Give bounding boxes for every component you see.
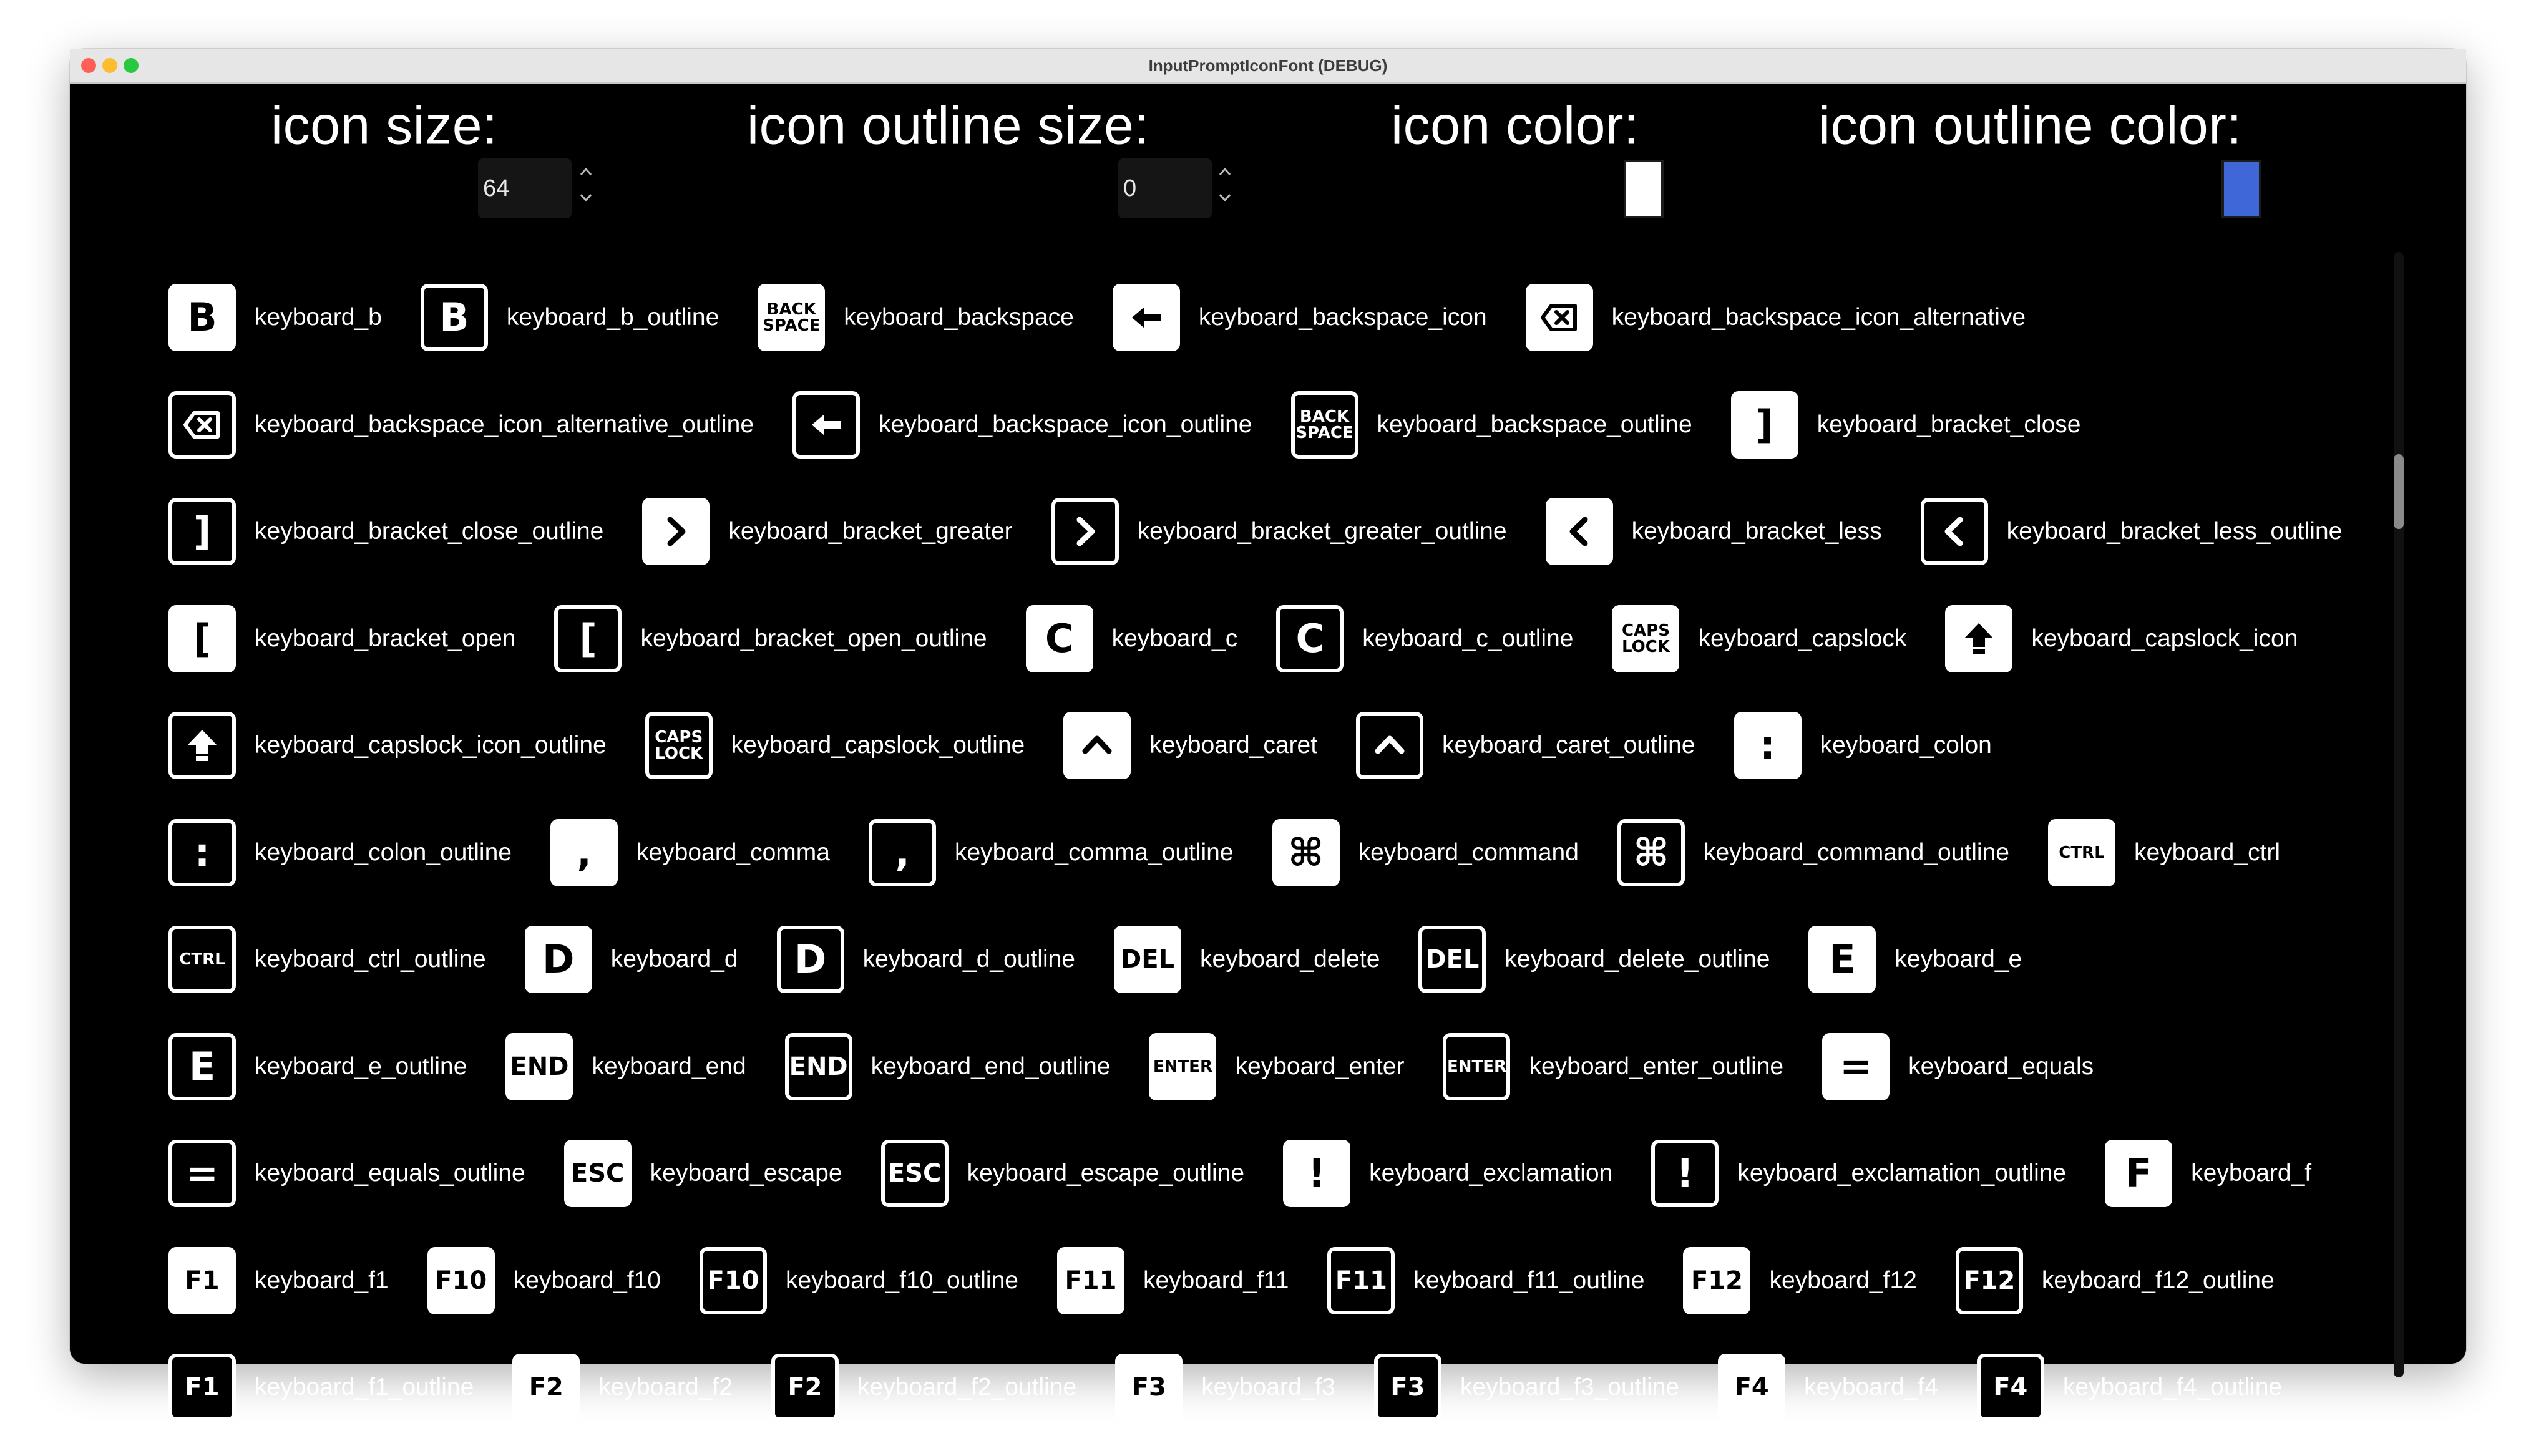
icon-entry-keyboard-backspace-icon-alternative-outline	[168, 391, 754, 459]
keyboard-bracket-close-outline-icon: ]	[168, 498, 236, 565]
keyboard-capslock-outline-icon: CAPS LOCK	[645, 712, 713, 779]
icon-name-label: keyboard_f3	[1201, 1374, 1335, 1400]
icon-name-label: keyboard_end_outline	[871, 1052, 1111, 1080]
keyboard-d-outline-icon: D	[777, 926, 844, 993]
icon-entry-keyboard-f11	[1057, 1247, 1289, 1314]
keyboard-f10-icon: F10	[427, 1247, 495, 1314]
icon-name-label: keyboard_equals_outline	[255, 1160, 525, 1187]
chevron-up-icon	[1356, 712, 1423, 779]
icon-entry-keyboard-delete	[1114, 926, 1380, 993]
icon-outline-color-label: icon outline color:	[1818, 95, 2242, 156]
icon-name-label: keyboard_b	[255, 304, 382, 331]
icon-entry-keyboard-f1-outline	[168, 1354, 474, 1421]
icon-entry-keyboard-c-outline	[1276, 605, 1573, 672]
icon-name-label: keyboard_f2	[598, 1374, 733, 1400]
keyboard-bracket-close-icon: ]	[1731, 391, 1798, 459]
icon-entry-keyboard-backspace	[758, 284, 1074, 351]
icon-row	[168, 818, 2319, 888]
icon-name-label: keyboard_f10	[513, 1266, 661, 1294]
icon-name-label: keyboard_caret_outline	[1442, 732, 1695, 759]
keyboard-f10-outline-icon: F10	[700, 1247, 767, 1314]
keyboard-f3-outline-icon: F3	[1374, 1354, 1441, 1421]
icon-name-label: keyboard_f12	[1769, 1266, 1917, 1294]
icon-entry-keyboard-command-outline	[1617, 819, 2009, 886]
keyboard-d-icon: D	[525, 926, 592, 993]
icon-entry-keyboard-capslock-icon-outline	[168, 712, 607, 779]
icon-row	[168, 1138, 2350, 1208]
icon-outline-size-value[interactable]: 0	[1123, 175, 1137, 201]
icon-name-label: keyboard_backspace_icon_alternative_outline	[255, 410, 754, 438]
icon-name-label: keyboard_capslock_icon_outline	[255, 732, 607, 759]
icon-entry-keyboard-f12	[1683, 1247, 1916, 1314]
icon-entry-keyboard-f4-outline	[1977, 1354, 2282, 1421]
keyboard-capslock-icon: CAPS LOCK	[1612, 605, 1679, 672]
keyboard-colon-icon: :	[1734, 712, 1802, 779]
chevron-up-icon	[1063, 712, 1131, 779]
icon-name-label: keyboard_capslock_icon	[2031, 624, 2298, 652]
icon-entry-keyboard-equals-outline	[168, 1140, 525, 1207]
keyboard-b-icon: B	[168, 284, 236, 351]
keyboard-f11-outline-icon: F11	[1327, 1247, 1395, 1314]
chevron-right-icon	[1051, 498, 1119, 565]
icon-name-label: keyboard_delete_outline	[1505, 946, 1770, 973]
icon-entry-keyboard-escape	[564, 1140, 842, 1207]
icon-name-label: keyboard_b_outline	[506, 304, 719, 331]
icon-entry-keyboard-bracket-less	[1546, 498, 1882, 565]
icon-row	[168, 390, 2119, 460]
icon-name-label: keyboard_f4_outline	[2062, 1374, 2283, 1400]
icon-entry-keyboard-d-outline	[777, 926, 1075, 993]
icon-name-label: keyboard_bracket_less_outline	[2006, 518, 2343, 545]
keyboard-c-outline-icon: C	[1276, 605, 1344, 672]
icon-name-label: keyboard_bracket_greater_outline	[1137, 518, 1507, 545]
icon-entry-keyboard-f10-outline	[700, 1247, 1018, 1314]
icon-name-label: keyboard_e_outline	[255, 1052, 467, 1080]
keyboard-equals-outline-icon: =	[168, 1140, 236, 1207]
icon-entry-keyboard-f1	[168, 1247, 389, 1314]
keyboard-comma-outline-icon: ,	[869, 819, 936, 886]
keyboard-f-icon: F	[2105, 1140, 2172, 1207]
icon-entry-keyboard-delete-outline	[1418, 926, 1770, 993]
keyboard-f3-icon: F3	[1115, 1354, 1183, 1421]
icon-name-label: keyboard_escape_outline	[967, 1160, 1245, 1187]
keyboard-f11-icon: F11	[1057, 1247, 1124, 1314]
icon-name-label: keyboard_caret	[1149, 732, 1318, 759]
keyboard-c-icon: C	[1026, 605, 1093, 672]
icon-row	[168, 1352, 2321, 1422]
icon-name-label: keyboard_backspace_icon_outline	[879, 410, 1252, 438]
icon-entry-keyboard-backspace-outline	[1291, 391, 1692, 459]
icon-name-label: keyboard_c	[1111, 624, 1238, 652]
icon-entry-keyboard-colon-outline	[168, 819, 512, 886]
icon-entry-keyboard-capslock-outline	[645, 712, 1025, 779]
capslock-arrow-icon	[1945, 605, 2012, 672]
keyboard-end-icon: END	[505, 1033, 573, 1100]
icon-name-label: keyboard_colon_outline	[255, 838, 512, 866]
icon-entry-keyboard-f3-outline	[1374, 1354, 1679, 1421]
icon-entry-keyboard-f	[2105, 1140, 2311, 1207]
icon-entry-keyboard-bracket-open-outline	[554, 605, 987, 672]
keyboard-delete-icon: DEL	[1114, 926, 1181, 993]
arrow-left-icon	[1113, 284, 1180, 351]
icon-entry-keyboard-bracket-close-outline	[168, 498, 603, 565]
icon-name-label: keyboard_f11	[1143, 1266, 1289, 1294]
keyboard-escape-icon: ESC	[564, 1140, 632, 1207]
icon-name-label: keyboard_f12_outline	[2041, 1266, 2275, 1294]
icon-entry-keyboard-b	[168, 284, 382, 351]
icon-name-label: keyboard_backspace_icon	[1198, 304, 1487, 331]
icon-entry-keyboard-f2-outline	[771, 1354, 1076, 1421]
keyboard-f2-icon: F2	[512, 1354, 580, 1421]
chevron-left-icon	[1546, 498, 1613, 565]
keyboard-colon-outline-icon: :	[168, 819, 236, 886]
icon-entry-keyboard-backspace-icon-outline	[792, 391, 1252, 459]
icon-entry-keyboard-escape-outline	[881, 1140, 1245, 1207]
keyboard-b-outline-icon: B	[421, 284, 488, 351]
icon-name-label: keyboard_enter_outline	[1529, 1052, 1784, 1080]
icon-name-label: keyboard_capslock	[1698, 624, 1907, 652]
icon-name-label: keyboard_exclamation	[1369, 1160, 1613, 1187]
icon-entry-keyboard-bracket-less-outline	[1921, 498, 2343, 565]
icon-name-label: keyboard_f3_outline	[1460, 1374, 1680, 1400]
icon-name-label: keyboard_f11_outline	[1413, 1266, 1645, 1294]
icon-name-label: keyboard_d_outline	[862, 946, 1075, 973]
icon-name-label: keyboard_f2_outline	[857, 1374, 1077, 1400]
keyboard-ctrl-outline-icon: CTRL	[168, 926, 236, 993]
keyboard-f2-outline-icon: F2	[771, 1354, 839, 1421]
icon-entry-keyboard-f10	[427, 1247, 661, 1314]
icon-outline-size-label: icon outline size:	[747, 95, 1149, 156]
icon-row	[168, 1246, 2313, 1316]
keyboard-f1-outline-icon: F1	[168, 1354, 236, 1421]
keyboard-escape-outline-icon: ESC	[881, 1140, 949, 1207]
icon-entry-keyboard-f12-outline	[1956, 1247, 2275, 1314]
icon-entry-keyboard-bracket-close	[1731, 391, 2081, 459]
icon-name-label: keyboard_f1	[255, 1266, 389, 1294]
icon-entry-keyboard-d	[525, 926, 738, 993]
icon-name-label: keyboard_ctrl	[2134, 838, 2281, 866]
icon-name-label: keyboard_delete	[1200, 946, 1380, 973]
icon-list	[70, 198, 2404, 1402]
icon-entry-keyboard-comma-outline	[869, 819, 1234, 886]
icon-entry-keyboard-bracket-greater	[642, 498, 1012, 565]
icon-entry-keyboard-ctrl	[2048, 819, 2280, 886]
keyboard-f1-icon: F1	[168, 1247, 236, 1314]
icon-entry-keyboard-colon	[1734, 712, 1992, 779]
icon-entry-keyboard-ctrl-outline	[168, 926, 486, 993]
icon-name-label: keyboard_f1_outline	[255, 1374, 474, 1400]
icon-entry-keyboard-f4	[1718, 1354, 1938, 1421]
icon-name-label: keyboard_command	[1358, 838, 1579, 866]
icon-name-label: keyboard_enter	[1235, 1052, 1405, 1080]
icon-entry-keyboard-end-outline	[785, 1033, 1111, 1100]
icon-entry-keyboard-e-outline	[168, 1033, 467, 1100]
icon-row	[168, 711, 2031, 780]
icon-entry-keyboard-comma	[550, 819, 830, 886]
icon-entry-keyboard-backspace-icon-alternative	[1526, 284, 2026, 351]
keyboard-enter-icon: ENTER	[1149, 1033, 1216, 1100]
icon-name-label: keyboard_e	[1895, 946, 2022, 973]
icon-name-label: keyboard_capslock_outline	[731, 732, 1025, 759]
keyboard-bracket-open-outline-icon: [	[554, 605, 622, 672]
icon-name-label: keyboard_bracket_open_outline	[640, 624, 987, 652]
icon-entry-keyboard-caret-outline	[1356, 712, 1695, 779]
icon-name-label: keyboard_backspace_outline	[1377, 410, 1692, 438]
icon-name-label: keyboard_backspace_icon_alternative	[1611, 304, 2026, 331]
icon-row	[168, 497, 2381, 566]
icon-name-label: keyboard_bracket_greater	[728, 518, 1013, 545]
keyboard-ctrl-icon: CTRL	[2048, 819, 2115, 886]
keyboard-exclamation-outline-icon: !	[1651, 1140, 1719, 1207]
icon-name-label: keyboard_f10_outline	[786, 1266, 1018, 1294]
keyboard-e-icon: E	[1808, 926, 1876, 993]
icon-entry-keyboard-f2	[512, 1354, 733, 1421]
icon-name-label: keyboard_colon	[1820, 732, 1992, 759]
icon-entry-keyboard-f11-outline	[1327, 1247, 1644, 1314]
icon-name-label: keyboard_backspace	[844, 304, 1074, 331]
keyboard-comma-icon: ,	[550, 819, 618, 886]
keyboard-f4-icon: F4	[1718, 1354, 1785, 1421]
keyboard-f12-icon: F12	[1683, 1247, 1750, 1314]
icon-row	[168, 283, 2064, 352]
icon-entry-keyboard-f3	[1115, 1354, 1335, 1421]
backspace-icon	[1526, 284, 1593, 351]
icon-name-label: keyboard_f	[2191, 1160, 2312, 1187]
keyboard-e-outline-icon: E	[168, 1033, 236, 1100]
icon-name-label: keyboard_comma_outline	[954, 838, 1234, 866]
chevron-left-icon	[1921, 498, 1988, 565]
keyboard-backspace-outline-icon: BACK SPACE	[1291, 391, 1358, 459]
icon-entry-keyboard-e	[1808, 926, 2022, 993]
chevron-right-icon	[642, 498, 710, 565]
icon-entry-keyboard-bracket-open	[168, 605, 515, 672]
icon-entry-keyboard-capslock-icon	[1945, 605, 2298, 672]
keyboard-exclamation-icon: !	[1283, 1140, 1350, 1207]
icon-name-label: keyboard_comma	[636, 838, 830, 866]
icon-name-label: keyboard_end	[592, 1052, 746, 1080]
icon-entry-keyboard-equals	[1822, 1033, 2094, 1100]
icon-entry-keyboard-exclamation	[1283, 1140, 1612, 1207]
icon-entry-keyboard-command	[1272, 819, 1579, 886]
window-title: InputPromptIconFont (DEBUG)	[1148, 56, 1388, 75]
icon-size-label: icon size:	[271, 95, 498, 156]
icon-name-label: keyboard_bracket_close_outline	[255, 518, 604, 545]
capslock-arrow-icon	[168, 712, 236, 779]
icon-entry-keyboard-end	[505, 1033, 746, 1100]
icon-entry-keyboard-capslock	[1612, 605, 1906, 672]
keyboard-equals-icon: =	[1822, 1033, 1890, 1100]
keyboard-f4-outline-icon: F4	[1977, 1354, 2044, 1421]
icon-color-label: icon color:	[1391, 95, 1639, 156]
icon-name-label: keyboard_bracket_close	[1817, 410, 2081, 438]
icon-size-increment-icon[interactable]	[577, 162, 595, 181]
icon-entry-keyboard-c	[1026, 605, 1238, 672]
app-window	[70, 49, 2466, 1402]
icon-entry-keyboard-b-outline	[421, 284, 719, 351]
icon-entry-keyboard-enter	[1149, 1033, 1404, 1100]
icon-size-value[interactable]: 64	[483, 175, 510, 201]
icon-entry-keyboard-bracket-greater-outline	[1051, 498, 1507, 565]
icon-name-label: keyboard_d	[610, 946, 738, 973]
icon-row	[168, 925, 2060, 994]
keyboard-command-icon: ⌘	[1272, 819, 1340, 886]
icon-entry-keyboard-backspace-icon	[1113, 284, 1487, 351]
icon-entry-keyboard-exclamation-outline	[1651, 1140, 2066, 1207]
icon-name-label: keyboard_exclamation_outline	[1737, 1160, 2067, 1187]
keyboard-f12-outline-icon: F12	[1956, 1247, 2023, 1314]
icon-entry-keyboard-enter-outline	[1443, 1033, 1783, 1100]
keyboard-enter-outline-icon: ENTER	[1443, 1033, 1510, 1100]
icon-name-label: keyboard_bracket_less	[1631, 518, 1882, 545]
icon-outline-size-increment-icon[interactable]	[1216, 162, 1234, 181]
title-bar	[70, 49, 2466, 84]
icon-name-label: keyboard_ctrl_outline	[255, 946, 486, 973]
keyboard-backspace-icon: BACK SPACE	[758, 284, 825, 351]
icon-name-label: keyboard_command_outline	[1703, 838, 2009, 866]
icon-row	[168, 1032, 2132, 1102]
keyboard-delete-outline-icon: DEL	[1418, 926, 1486, 993]
icon-name-label: keyboard_equals	[1908, 1052, 2094, 1080]
icon-name-label: keyboard_escape	[650, 1160, 842, 1187]
keyboard-command-outline-icon: ⌘	[1617, 819, 1685, 886]
arrow-left-icon	[792, 391, 860, 459]
keyboard-bracket-open-icon: [	[168, 605, 236, 672]
icon-row	[168, 604, 2336, 674]
icon-name-label: keyboard_bracket_open	[255, 624, 516, 652]
icon-name-label: keyboard_f4	[1804, 1374, 1938, 1400]
icon-name-label: keyboard_c_outline	[1362, 624, 1574, 652]
icon-entry-keyboard-caret	[1063, 712, 1317, 779]
keyboard-end-outline-icon: END	[785, 1033, 852, 1100]
backspace-icon	[168, 391, 236, 459]
